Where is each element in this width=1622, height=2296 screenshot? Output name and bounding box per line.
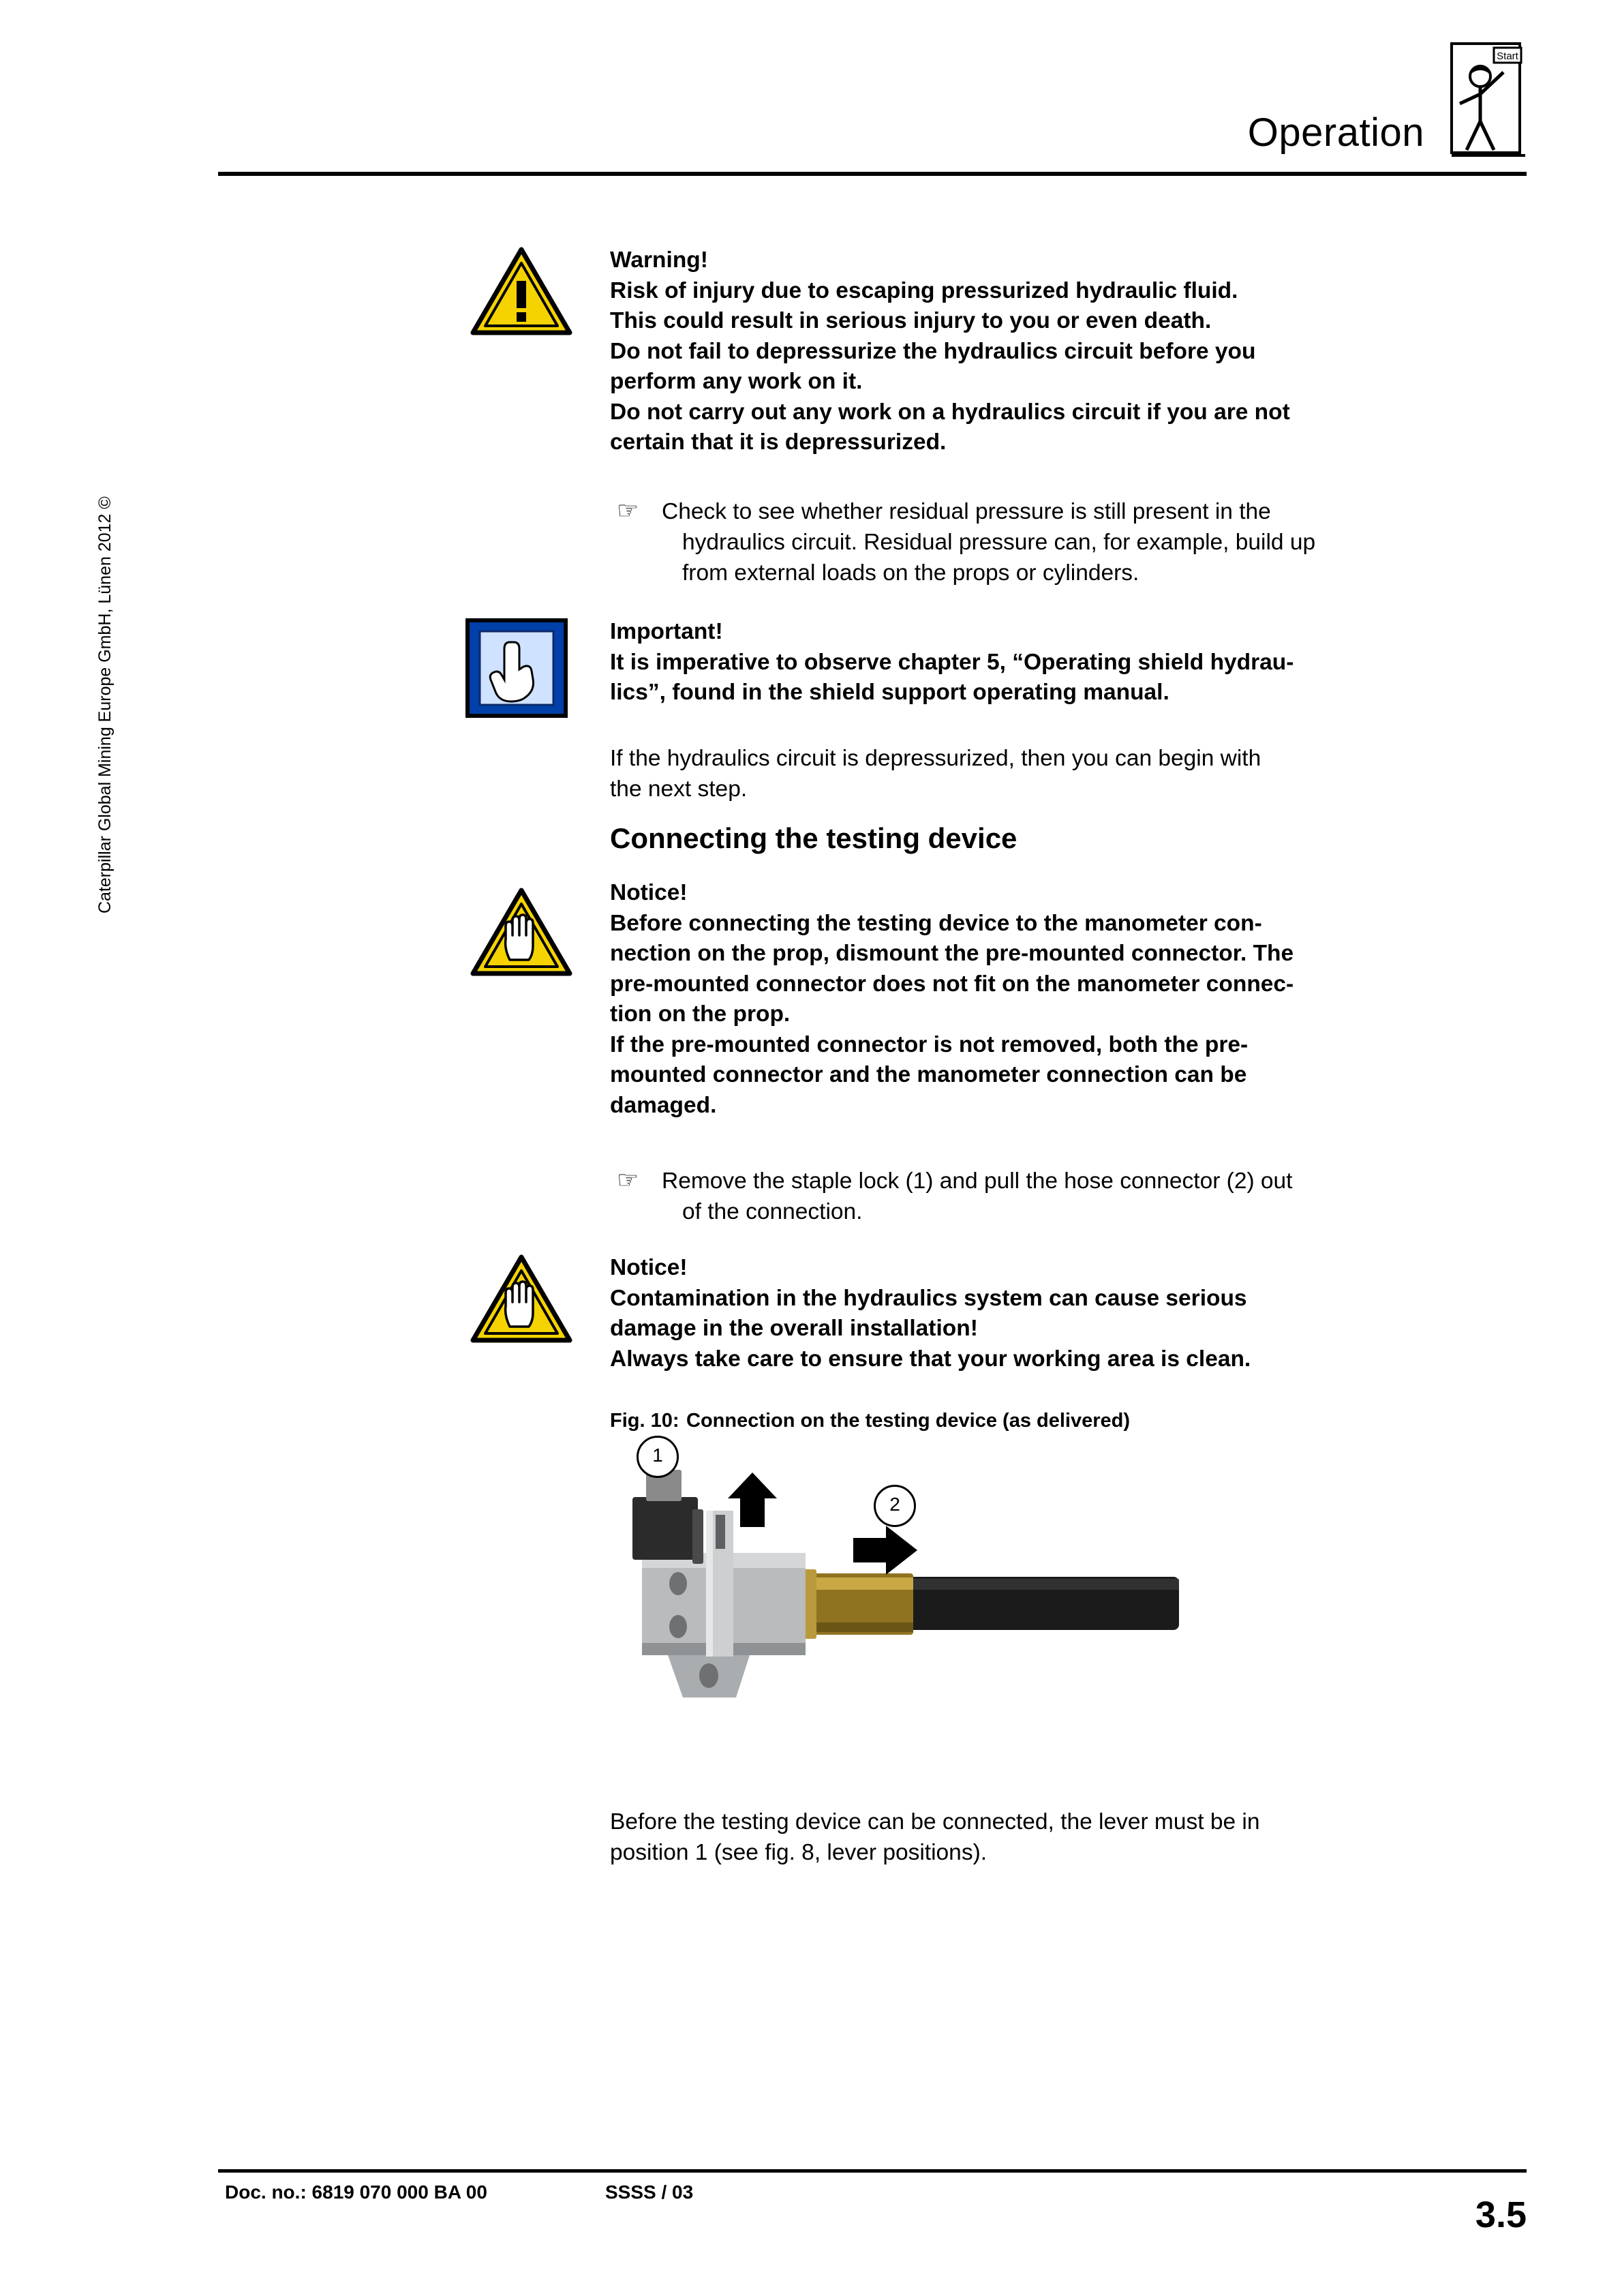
svg-text:Start: Start (1497, 50, 1518, 62)
important-line: lics”, found in the shield support operating manual. (610, 680, 1169, 705)
warning-title: Warning! (610, 247, 708, 273)
footer-code: SSSS / 03 (605, 2181, 694, 2203)
notice-line: nection on the prop, dismount the pre-mounted connector. The (610, 941, 1294, 966)
footer-page-number: 3.5 (1475, 2194, 1527, 2235)
notice-line: mounted connector and the manometer connection can be (610, 1062, 1247, 1087)
warning-line: perform any work on it. (610, 369, 863, 394)
paragraph-depressurized (610, 743, 1496, 804)
figure-caption (610, 1410, 1510, 1432)
section-heading-connecting-testing-device (610, 821, 1496, 856)
page-header (218, 41, 1527, 177)
warning-line: certain that it is depressurized. (610, 429, 947, 455)
step-line: hydraulics circuit. Residual pressure can, for example, build up (682, 530, 1316, 555)
figure-callout-2: 2 (874, 1485, 916, 1527)
footer-doc-number: Doc. no.: 6819 070 000 BA 00 (225, 2181, 487, 2203)
warning-block (610, 245, 1496, 458)
important-title: Important! (610, 619, 723, 644)
step-line: Remove the staple lock (1) and pull the hose connector (2) out (662, 1168, 1293, 1194)
page-heading: Connecting the testing device (610, 822, 1017, 854)
person-start-icon (1445, 41, 1527, 167)
paragraph-line: Before the testing device can be connected, the lever must be in (610, 1809, 1260, 1834)
figure-connection-testing-device (607, 1444, 1179, 1785)
header-divider (218, 172, 1527, 176)
paragraph-lever-position (610, 1807, 1510, 1868)
important-block (610, 617, 1496, 708)
notice-line: tion on the prop. (610, 1001, 791, 1027)
notice-block-1 (610, 878, 1510, 1121)
figure-callout-1: 1 (637, 1436, 679, 1478)
side-copyright: Caterpillar Global Mining Europe GmbH, Lünen 2012 © (95, 496, 114, 913)
pointing-hand-icon: ☞ (617, 496, 639, 524)
notice-line: damaged. (610, 1092, 717, 1118)
footer-divider (218, 2169, 1527, 2173)
warning-line: Do not fail to depressurize the hydraulics circuit before you (610, 338, 1256, 364)
notice-title: Notice! (610, 1255, 688, 1280)
warning-triangle-icon (470, 245, 572, 341)
paragraph-line: position 1 (see fig. 8, lever positions). (610, 1840, 988, 1865)
paragraph-line: the next step. (610, 776, 748, 802)
notice-line: damage in the overall installation! (610, 1316, 978, 1341)
figure-label: Fig. 10: (610, 1410, 679, 1432)
paragraph-line: If the hydraulics circuit is depressurized, then you can begin with (610, 746, 1261, 771)
step-line: from external loads on the props or cylinders. (682, 560, 1139, 586)
warning-line: Risk of injury due to escaping pressurized hydraulic fluid. (610, 277, 1238, 303)
figure-caption-text: Connection on the testing device (as delivered) (686, 1410, 1131, 1432)
warning-line: Do not carry out any work on a hydraulics circuit if you are not (610, 399, 1290, 425)
important-hand-icon (465, 618, 568, 722)
pointing-hand-icon: ☞ (617, 1166, 639, 1194)
step-check-residual-pressure (617, 496, 1503, 588)
warning-line: This could result in serious injury to you or even death. (610, 308, 1212, 333)
step-remove-staple-lock (617, 1166, 1516, 1227)
notice-hand-triangle-icon (470, 1253, 572, 1348)
notice-line: Contamination in the hydraulics system can cause serious (610, 1285, 1247, 1311)
important-line: It is imperative to observe chapter 5, “Operating shield hydrau- (610, 649, 1294, 675)
header-title: Operation (1247, 110, 1424, 155)
notice-line: Always take care to ensure that your working area is clean. (610, 1346, 1251, 1372)
notice-line: pre-mounted connector does not fit on the manometer connec- (610, 971, 1294, 997)
notice-line: Before connecting the testing device to the manometer con- (610, 910, 1262, 936)
notice-title: Notice! (610, 880, 688, 905)
notice-line: If the pre-mounted connector is not removed, both the pre- (610, 1031, 1249, 1057)
step-line: Check to see whether residual pressure is still present in the (662, 499, 1271, 524)
step-line: of the connection. (682, 1199, 863, 1224)
notice-block-2 (610, 1253, 1510, 1374)
notice-hand-triangle-icon (470, 886, 572, 982)
